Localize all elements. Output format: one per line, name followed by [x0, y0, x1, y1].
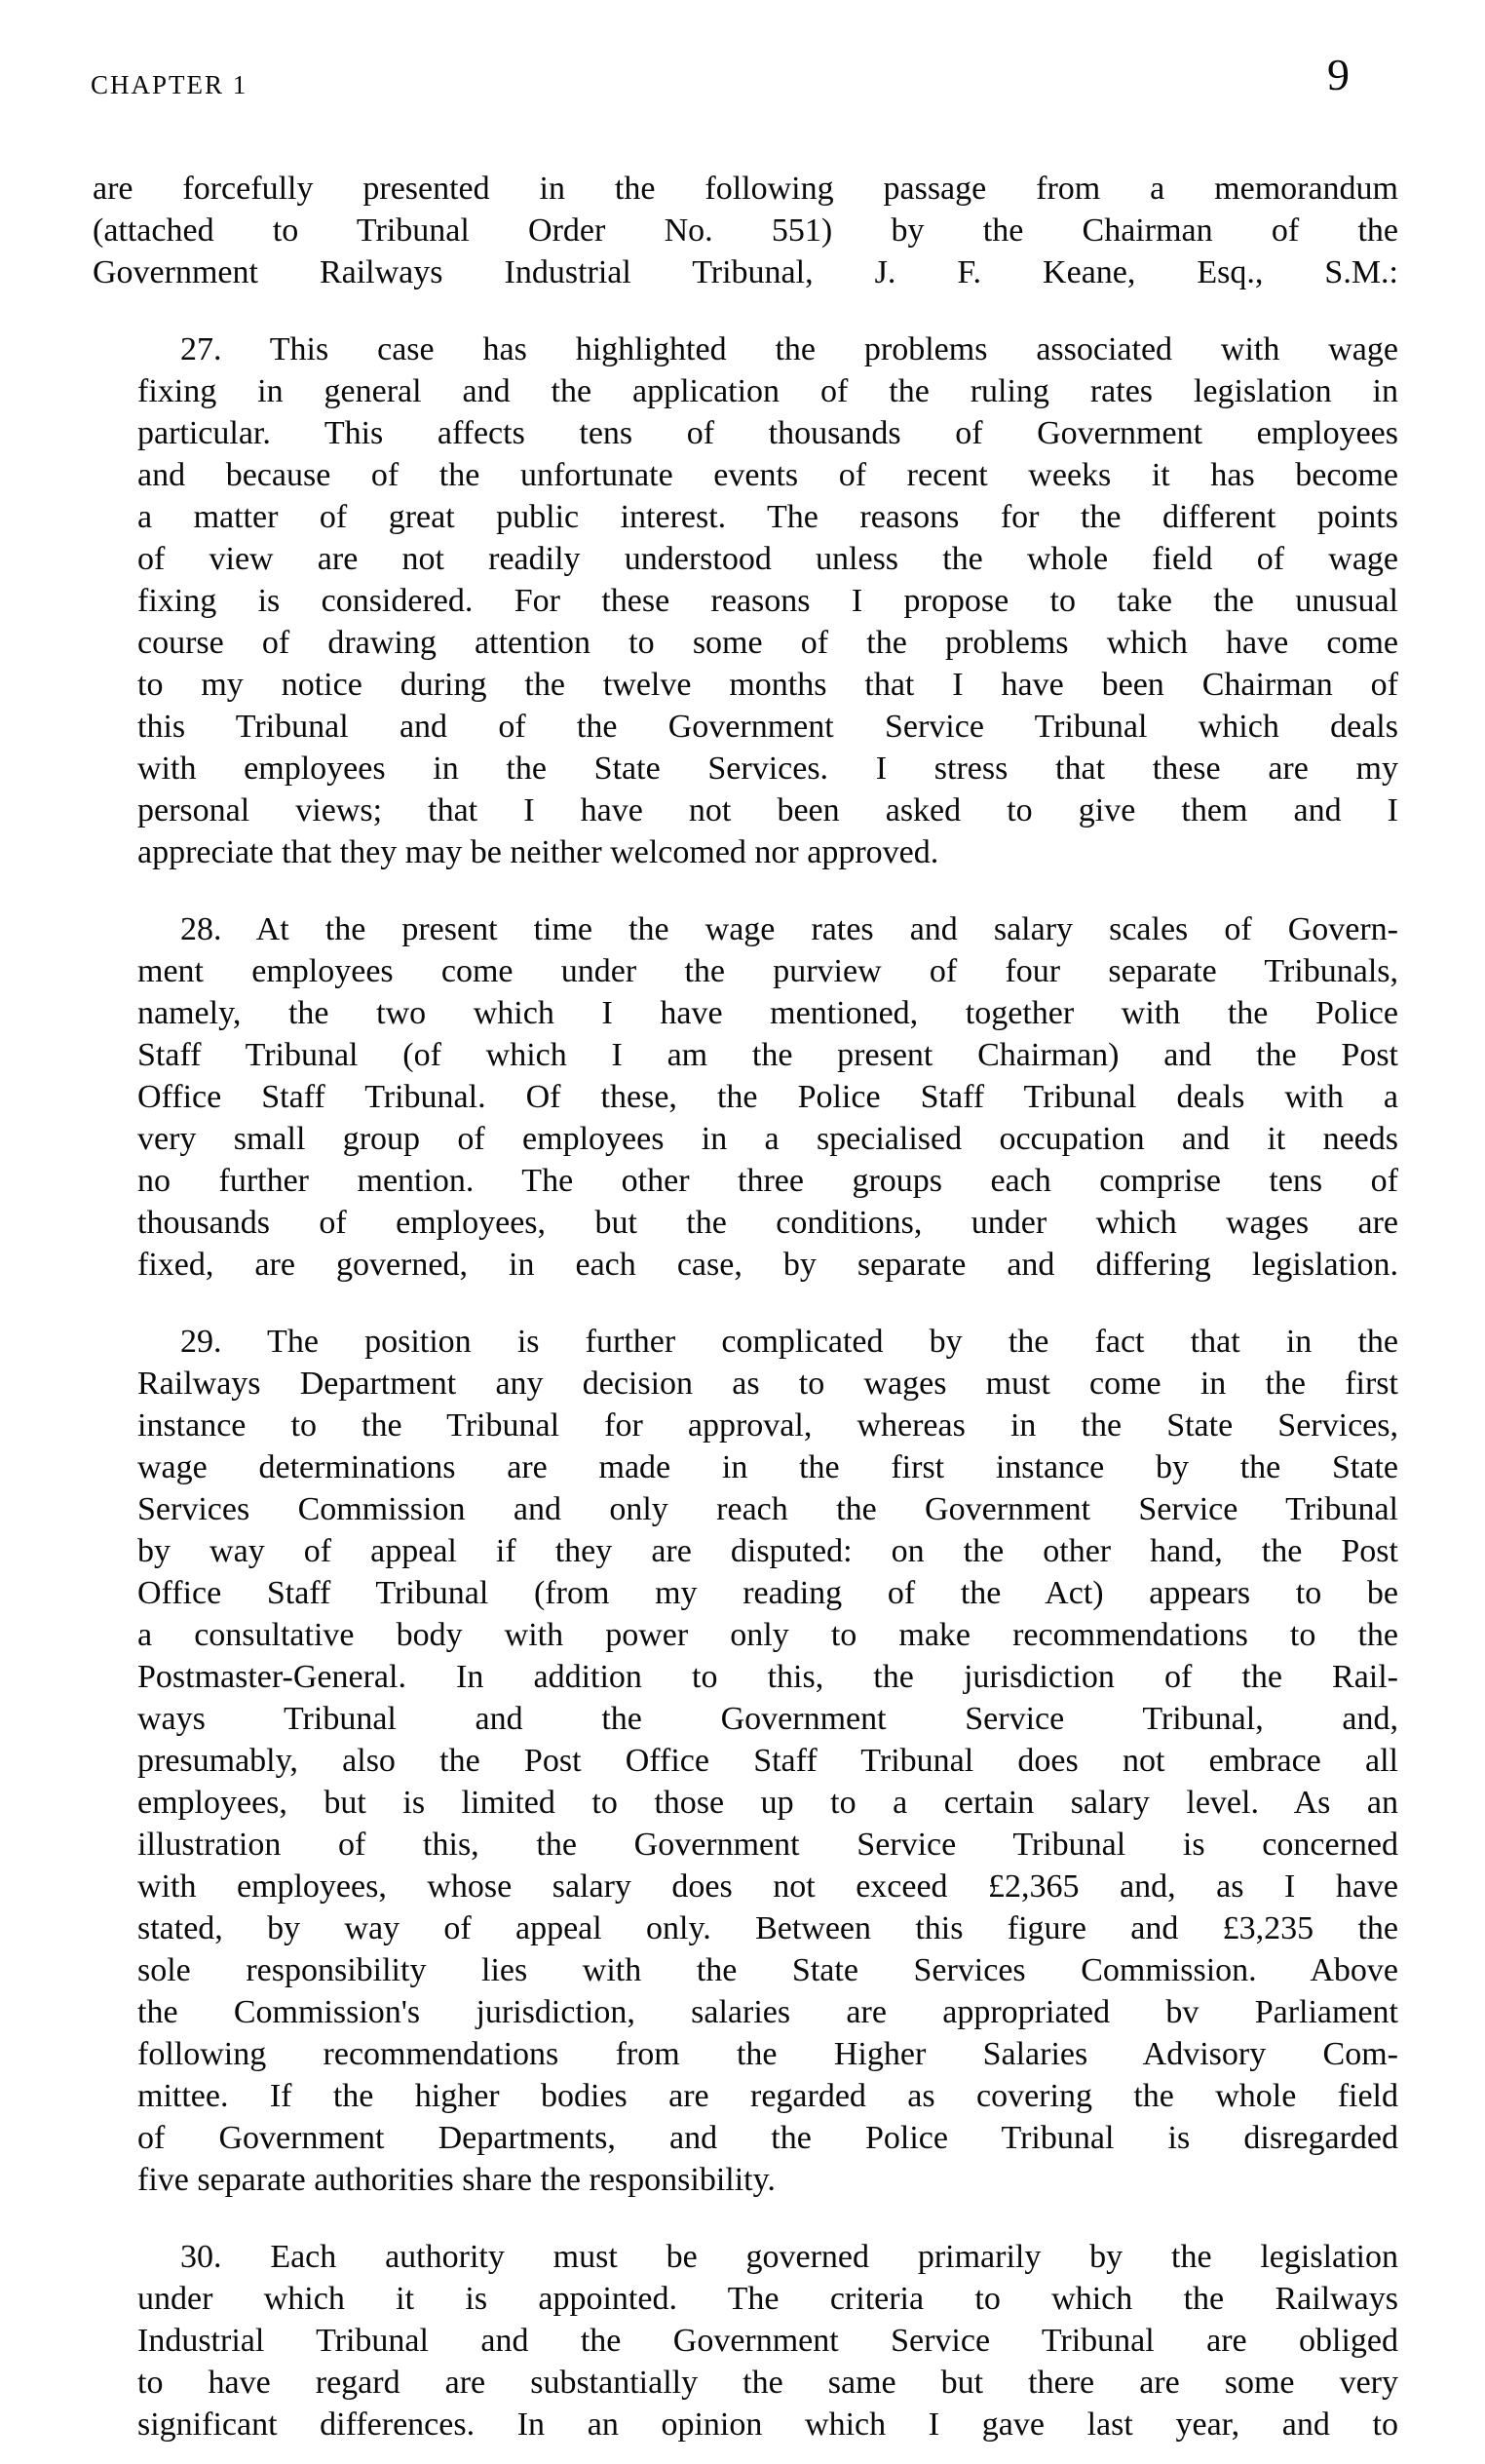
text-line: the Commission's jurisdiction, salaries are appropriated bv Parliament: [137, 1994, 1398, 2030]
text-line: a consultative body with power only to make recommendations to the: [137, 1617, 1398, 1653]
text-line: personal views; that I have not been asked to give them and I: [137, 792, 1398, 828]
text-line: fixing in general and the application of the ruling rates legislation in: [137, 373, 1398, 409]
text-line: ment employees come under the purview of four separate Tribunals,: [137, 953, 1398, 989]
text-line: with employees, whose salary does not exceed £2,365 and, as I have: [137, 1868, 1398, 1905]
paragraph: [137, 328, 1398, 873]
text-line: Staff Tribunal (of which I am the present Chairman) and the Post: [137, 1037, 1398, 1073]
text-line: and because of the unfortunate events of recent weeks it has become: [137, 457, 1398, 493]
text-line: a matter of great public interest. The reasons for the different points: [137, 499, 1398, 535]
text-line: are forcefully presented in the following passage from a memorandum: [93, 171, 1398, 207]
text-line: employees, but is limited to those up to a certain salary level. As an: [137, 1785, 1398, 1821]
text-line: Services Commission and only reach the Government Service Tribunal: [137, 1491, 1398, 1527]
text-line: (attached to Tribunal Order No. 551) by the Chairman of the: [93, 212, 1398, 249]
page-number: 9: [1327, 50, 1350, 99]
text-line: Postmaster-General. In addition to this, the jurisdiction of the Rail-: [137, 1659, 1398, 1695]
text-line: appreciate that they may be neither welcomed nor approved.: [137, 834, 939, 870]
text-line: particular. This affects tens of thousands of Government employees: [137, 415, 1398, 451]
paragraph: [137, 1321, 1398, 2201]
text-line: wage determinations are made in the first instance by the State: [137, 1449, 1398, 1485]
text-line: of view are not readily understood unless the whole field of wage: [137, 541, 1398, 577]
text-line: illustration of this, the Government Service Tribunal is concerned: [137, 1827, 1398, 1863]
text-line: to my notice during the twelve months that I have been Chairman of: [137, 667, 1398, 703]
text-line: mittee. If the higher bodies are regarded as covering the whole field: [137, 2078, 1398, 2114]
text-line: ways Tribunal and the Government Service Tribunal, and,: [137, 1701, 1398, 1737]
text-line: Railways Department any decision as to wages must come in the first: [137, 1366, 1398, 1402]
text-line: 28. At the present time the wage rates and salary scales of Govern-: [180, 911, 1398, 947]
text-line: fixed, are governed, in each case, by separate and differing legislation.: [137, 1247, 1398, 1283]
text-line: thousands of employees, but the conditions, under which wages are: [137, 1205, 1398, 1241]
text-line: fixing is considered. For these reasons I propose to take the unusual: [137, 583, 1398, 619]
text-line: to have regard are substantially the same but there are some very: [137, 2365, 1398, 2401]
text-line: five separate authorities share the responsibility.: [137, 2162, 776, 2198]
paragraph: [137, 2236, 1398, 2445]
text-line: with employees in the State Services. I stress that these are my: [137, 751, 1398, 787]
text-line: Office Staff Tribunal. Of these, the Police Staff Tribunal deals with a: [137, 1079, 1398, 1115]
text-line: significant differences. In an opinion which I gave last year, and to: [137, 2406, 1398, 2443]
paragraph: [93, 168, 1398, 293]
paragraph: [137, 908, 1398, 1286]
text-line: under which it is appointed. The criteria to which the Railways: [137, 2281, 1398, 2317]
text-line: this Tribunal and of the Government Service Tribunal which deals: [137, 709, 1398, 745]
text-line: Office Staff Tribunal (from my reading of the Act) appears to be: [137, 1575, 1398, 1611]
text-line: presumably, also the Post Office Staff Tribunal does not embrace all: [137, 1743, 1398, 1779]
text-line: Government Railways Industrial Tribunal, J. F. Keane, Esq., S.M.:: [93, 254, 1398, 290]
text-line: 27. This case has highlighted the problems associated with wage: [180, 331, 1398, 367]
text-line: Industrial Tribunal and the Government Service Tribunal are obliged: [137, 2323, 1398, 2359]
text-line: very small group of employees in a specialised occupation and it needs: [137, 1121, 1398, 1157]
text-line: sole responsibility lies with the State Services Commission. Above: [137, 1952, 1398, 1988]
text-line: 29. The position is further complicated by the fact that in the: [180, 1324, 1398, 1360]
text-line: by way of appeal if they are disputed: on the other hand, the Post: [137, 1533, 1398, 1569]
text-line: 30. Each authority must be governed primarily by the legislation: [180, 2239, 1398, 2275]
text-line: following recommendations from the Higher Salaries Advisory Com-: [137, 2036, 1398, 2072]
text-line: course of drawing attention to some of the problems which have come: [137, 625, 1398, 661]
text-line: no further mention. The other three groups each comprise tens of: [137, 1163, 1398, 1199]
text-line: namely, the two which I have mentioned, together with the Police: [137, 995, 1398, 1031]
page-body: [93, 168, 1398, 2464]
text-line: stated, by way of appeal only. Between this figure and £3,235 the: [137, 1910, 1398, 1946]
text-line: of Government Departments, and the Police Tribunal is disregarded: [137, 2120, 1398, 2156]
chapter-heading: CHAPTER 1: [91, 70, 248, 99]
text-line: instance to the Tribunal for approval, whereas in the State Services,: [137, 1407, 1398, 1444]
